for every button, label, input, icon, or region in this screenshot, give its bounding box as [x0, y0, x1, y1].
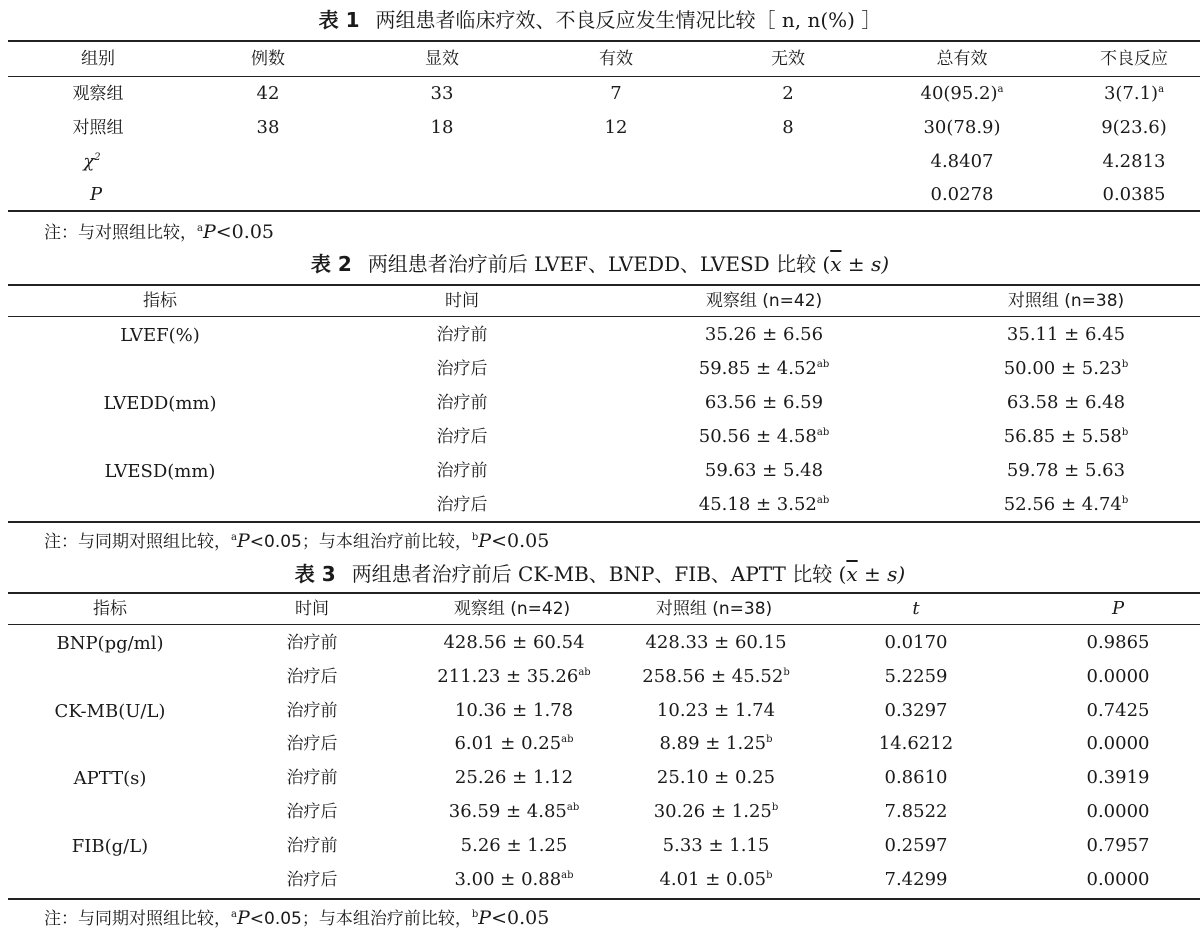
t3-indicator: [56, 632, 163, 656]
t3-t-value: 0.0170: [884, 632, 948, 653]
table3-bottom-rule: [8, 898, 1200, 900]
t2-obs-value: 45.18 ± 3.52: [698, 494, 817, 515]
t1-chi-adverse: 4.2813: [1102, 151, 1166, 172]
t2-header-indicator: 指标: [143, 291, 177, 311]
t2-header-obs: 观察组 (n=42): [705, 291, 823, 311]
t3-ctl-sup: b: [766, 869, 773, 881]
t3-obs: [454, 732, 573, 756]
t2-time-value: 治疗后: [436, 495, 488, 515]
t1-p-total: 0.0278: [930, 184, 994, 205]
table1-top-rule: [8, 40, 1200, 42]
t2-ctl-sup: b: [1121, 427, 1129, 438]
t1-header-effective: 有效: [599, 49, 633, 69]
t3-ctl: [654, 800, 779, 824]
t3-obs-value: 25.26 ± 1.12: [454, 767, 574, 789]
t3-obs-sup: ab: [578, 666, 591, 678]
t3-ctl-value: 30.26 ± 1.25: [653, 801, 772, 822]
t1-p-adverse: 0.0385: [1102, 184, 1166, 205]
note-text: 注：与对照组比较，: [44, 223, 197, 243]
t3-t: [879, 732, 953, 756]
t3-header-obs: 观察组 (n=42): [453, 599, 571, 619]
note-tail: <0.05: [491, 907, 550, 929]
t3-indicator-value: APTT(s): [73, 768, 147, 790]
t3-t: [885, 631, 948, 655]
note-sup: a: [197, 223, 203, 234]
t3-p-value: 0.7425: [1086, 699, 1150, 721]
t1-header-count: 例数: [251, 49, 285, 69]
t2-ctl-sup: b: [1121, 495, 1129, 506]
t3-obs: [443, 631, 584, 655]
table2-number: 表 2: [310, 252, 352, 276]
t2-time: [437, 425, 488, 449]
t1-cell-adverse: 9(23.6): [1101, 117, 1167, 138]
t3-t: [885, 800, 948, 824]
t1-cell: 7: [610, 83, 622, 104]
t3-t-value: 0.3297: [884, 699, 948, 721]
t3-obs-value: 10.36 ± 1.78: [454, 699, 574, 721]
t3-indicator: [72, 835, 148, 859]
t2-time: [437, 357, 488, 381]
t3-time-value: 治疗前: [286, 700, 338, 721]
t3-time: [287, 834, 338, 858]
table2-title-pre: 两组患者治疗前后 LVEF、LVEDD、LVESD 比较 (: [367, 252, 831, 276]
t1-p-label: P: [89, 184, 103, 205]
t3-obs-value: 211.23 ± 35.26: [437, 665, 579, 687]
t2-ctl-sup: b: [1121, 359, 1129, 370]
t3-p-value: 0.9865: [1086, 632, 1150, 653]
t2-obs-value: 35.26 ± 6.56: [704, 324, 824, 345]
t3-ctl-sup: b: [783, 666, 790, 678]
t2-obs-value: 50.56 ± 4.58: [698, 426, 817, 447]
t1-adverse-value: 3(7.1): [1103, 83, 1159, 104]
t3-t-value: 0.8610: [884, 767, 948, 789]
t3-obs: [454, 868, 573, 892]
t1-sup: a: [1158, 84, 1165, 95]
t3-header-indicator: 指标: [93, 599, 127, 619]
t1-chi-total: 4.8407: [930, 151, 994, 172]
t1-cell: 12: [604, 117, 628, 138]
t3-time-value: 治疗前: [286, 768, 338, 789]
t3-t-value: 7.4299: [884, 868, 948, 890]
t3-time: [287, 766, 338, 790]
t3-ctl-value: 4.01 ± 0.05: [659, 868, 767, 890]
t2-header-ctl: 对照组 (n=38): [1007, 291, 1125, 311]
t2-indicator: [103, 392, 216, 416]
t3-ctl: [657, 766, 775, 790]
t2-time-value: 治疗后: [436, 359, 488, 379]
t3-t: [885, 868, 948, 892]
t3-time: [287, 868, 338, 892]
t1-cell-total: 30(78.9): [923, 117, 1001, 138]
t3-time: [287, 732, 338, 756]
t3-indicator: [55, 700, 166, 724]
t3-ctl: [645, 631, 786, 655]
table1-note: [44, 219, 274, 246]
t2-obs-sup: ab: [816, 495, 830, 506]
t1-cell: 8: [782, 117, 794, 138]
note-tail: <0.05: [215, 221, 274, 243]
t3-ctl-value: 428.33 ± 60.15: [645, 632, 787, 653]
table1-title: 两组患者临床疗效、不良反应发生情况比较［ n, n(%) ］: [375, 8, 882, 32]
t3-ctl-value: 8.89 ± 1.25: [659, 733, 767, 755]
t1-cell: 38: [256, 117, 280, 138]
t3-ctl: [663, 834, 770, 858]
table1-caption: [0, 6, 1200, 34]
t3-ctl-sup: b: [771, 802, 779, 813]
t3-obs: [455, 699, 573, 723]
t2-obs: [699, 425, 830, 449]
t3-time-value: 治疗后: [286, 802, 338, 822]
t2-indicator-value: LVEF(%): [120, 325, 200, 346]
t1-header-adverse: 不良反应: [1100, 49, 1168, 69]
table1-number: 表 1: [318, 8, 360, 32]
t2-ctl-value: 35.11 ± 6.45: [1006, 324, 1126, 345]
t3-ctl-value: 25.10 ± 0.25: [656, 767, 776, 789]
t3-ctl-value: 10.23 ± 1.74: [656, 699, 776, 721]
t3-time-value: 治疗前: [286, 633, 338, 653]
t3-ctl: [642, 665, 789, 689]
t2-ctl: [1007, 459, 1125, 483]
t3-obs: [455, 766, 573, 790]
chi-symbol: χ: [83, 151, 95, 172]
t3-header-t: t: [912, 598, 920, 619]
t3-time-value: 治疗前: [286, 835, 338, 856]
table3-title-post: ± s): [857, 562, 906, 586]
t2-ctl-value: 50.00 ± 5.23: [1003, 358, 1122, 379]
t3-p-value: 0.0000: [1086, 733, 1150, 755]
t2-ctl-value: 63.58 ± 6.48: [1006, 392, 1126, 413]
t2-time-value: 治疗后: [436, 427, 488, 447]
t1-row-label: 对照组: [72, 118, 124, 138]
t2-time-value: 治疗前: [436, 393, 488, 413]
t3-header-time: 时间: [295, 599, 329, 619]
t2-indicator-value: LVESD(mm): [104, 461, 216, 482]
t2-obs: [705, 459, 823, 483]
t3-obs-value: 428.56 ± 60.54: [443, 632, 585, 653]
note-sup: b: [471, 532, 479, 543]
t1-row-label: 观察组: [72, 84, 124, 104]
note-text: <0.05；与本组治疗前比较，: [249, 909, 472, 929]
t3-p: [1087, 732, 1150, 756]
table3-caption: [0, 560, 1200, 588]
t2-obs-value: 63.56 ± 6.59: [704, 392, 824, 413]
t3-obs: [461, 834, 568, 858]
note-text: <0.05；与本组治疗前比较，: [249, 532, 472, 552]
t2-ctl: [1007, 391, 1125, 415]
t3-p-value: 0.0000: [1086, 868, 1150, 890]
t2-indicator-value: LVEDD(mm): [103, 393, 217, 414]
t3-obs-value: 5.26 ± 1.25: [460, 834, 568, 856]
t3-ctl-value: 5.33 ± 1.15: [662, 834, 770, 856]
t2-obs-sup: ab: [816, 427, 830, 438]
t3-t: [885, 699, 948, 723]
t2-ctl-value: 59.78 ± 5.63: [1006, 460, 1126, 481]
note-text: 注：与同期对照组比较，: [44, 909, 231, 929]
t3-p-value: 0.0000: [1086, 665, 1150, 687]
t3-obs-sup: ab: [561, 869, 574, 881]
t3-obs: [437, 665, 590, 689]
t3-p-value: 0.3919: [1086, 767, 1150, 789]
table2-title-post: ± s): [841, 252, 890, 276]
t3-p: [1087, 766, 1150, 790]
note-text: 注：与同期对照组比较，: [44, 532, 231, 552]
note-p: P: [478, 907, 492, 929]
t3-indicator-value: CK-MB(U/L): [54, 700, 166, 722]
t2-time: [437, 493, 488, 517]
t3-p: [1087, 631, 1150, 655]
note-p: P: [236, 907, 250, 929]
t3-header-p: P: [1111, 598, 1125, 619]
t1-header-marked: 显效: [425, 49, 459, 69]
table3-note: [44, 905, 549, 932]
note-sup: a: [231, 532, 237, 543]
t3-time: [287, 631, 338, 655]
t1-header-group: 组别: [81, 49, 115, 69]
t3-t-value: 5.2259: [884, 665, 948, 687]
t1-cell-total: [921, 82, 1004, 106]
t1-sup: a: [997, 84, 1004, 95]
t1-cell: 18: [430, 117, 454, 138]
t2-time-value: 治疗前: [436, 461, 488, 481]
note-tail: <0.05: [491, 530, 550, 552]
table3-header-rule: [8, 624, 1200, 625]
table2-top-rule: [8, 284, 1200, 286]
t2-time: [437, 459, 488, 483]
t3-p: [1087, 665, 1150, 689]
t3-time: [287, 665, 338, 689]
t3-ctl: [659, 732, 772, 756]
note-p: P: [478, 530, 492, 552]
t2-ctl: [1004, 425, 1129, 449]
t3-p-value: 0.7957: [1086, 834, 1150, 856]
t2-indicator: [120, 324, 200, 348]
t3-time: [287, 800, 338, 824]
note-p: P: [202, 221, 216, 243]
t3-time-value: 治疗后: [286, 734, 338, 755]
t2-obs: [705, 391, 823, 415]
t3-p: [1087, 699, 1150, 723]
t3-indicator: [74, 767, 147, 791]
t3-p: [1087, 800, 1150, 824]
t3-p: [1087, 834, 1150, 858]
t3-header-ctl: 对照组 (n=38): [655, 599, 773, 619]
t2-ctl: [1007, 323, 1125, 347]
t3-time-value: 治疗后: [286, 869, 338, 890]
t3-ctl: [657, 699, 775, 723]
t2-obs: [699, 357, 830, 381]
t1-cell: 33: [430, 83, 454, 104]
t3-ctl-value: 258.56 ± 45.52: [642, 665, 784, 687]
t1-cell: 42: [256, 83, 280, 104]
t2-obs-sup: ab: [816, 359, 830, 370]
t1-header-total: 总有效: [936, 49, 988, 69]
t3-obs-sup: ab: [566, 802, 580, 813]
t1-cell-adverse: [1104, 82, 1164, 106]
t2-obs-value: 59.63 ± 5.48: [704, 460, 824, 481]
t3-time-value: 治疗后: [286, 666, 338, 687]
table2-note: [44, 528, 549, 555]
table3-number: 表 3: [294, 562, 336, 586]
t3-obs: [449, 800, 580, 824]
t3-ctl-sup: b: [766, 734, 773, 746]
t2-obs-value: 59.85 ± 4.52: [698, 358, 817, 379]
note-sup: b: [471, 909, 479, 920]
t3-obs-sup: ab: [561, 734, 574, 746]
t3-t-value: 7.8522: [884, 801, 948, 822]
t2-ctl-value: 56.85 ± 5.58: [1003, 426, 1122, 447]
chi-sup: 2: [94, 152, 101, 163]
t2-obs: [699, 493, 830, 517]
t2-indicator: [105, 460, 216, 484]
table1-bottom-rule: [8, 210, 1200, 212]
t2-time-value: 治疗前: [436, 325, 488, 345]
t1-total-value: 40(95.2): [920, 83, 998, 104]
t3-time: [287, 699, 338, 723]
t3-obs-value: 6.01 ± 0.25: [454, 733, 562, 755]
table3-title-x: $\overline{x}$: [846, 562, 858, 586]
t3-t-value: 14.6212: [878, 733, 954, 755]
t2-ctl: [1004, 493, 1129, 517]
t2-obs: [705, 323, 823, 347]
t1-cell: 2: [782, 83, 794, 104]
t2-ctl: [1004, 357, 1129, 381]
table2-caption: [0, 250, 1200, 278]
t3-p-value: 0.0000: [1086, 801, 1150, 822]
table2-header-rule: [8, 316, 1200, 317]
t3-t-value: 0.2597: [884, 834, 948, 856]
t3-obs-value: 3.00 ± 0.88: [454, 868, 562, 890]
t3-t: [885, 834, 948, 858]
table3-title-pre: 两组患者治疗前后 CK-MB、BNP、FIB、APTT 比较 (: [351, 562, 847, 586]
t1-header-invalid: 无效: [771, 49, 805, 69]
t1-chi-label: [83, 150, 100, 174]
t3-obs-value: 36.59 ± 4.85: [448, 801, 567, 822]
t2-header-time: 时间: [445, 291, 479, 311]
table2-bottom-rule: [8, 521, 1200, 523]
t3-ctl: [659, 868, 772, 892]
table3-top-rule: [8, 592, 1200, 594]
t2-ctl-value: 52.56 ± 4.74: [1003, 494, 1122, 515]
t2-time: [437, 391, 488, 415]
note-sup: a: [231, 909, 237, 920]
t3-indicator-value: BNP(pg/ml): [56, 633, 164, 654]
t3-t: [885, 766, 948, 790]
table1-header-rule: [8, 76, 1200, 77]
t2-time: [437, 323, 488, 347]
t3-indicator-value: FIB(g/L): [71, 835, 149, 857]
table2-title-x: $\overline{x}$: [830, 252, 842, 276]
t3-t: [885, 665, 948, 689]
t3-p: [1087, 868, 1150, 892]
note-p: P: [236, 530, 250, 552]
